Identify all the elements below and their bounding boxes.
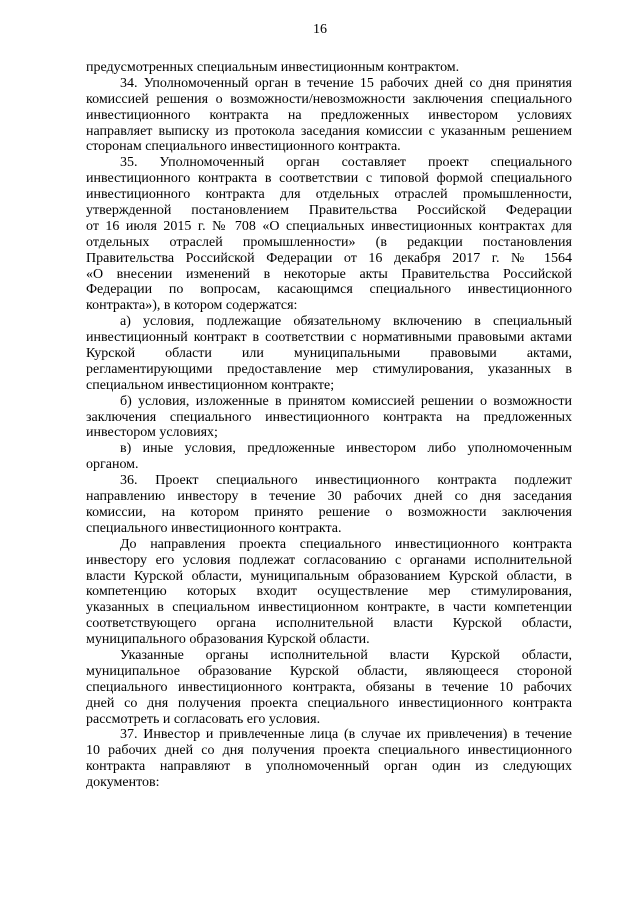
text-line: утвержденной постановлением Правительства Российской Федерации	[86, 203, 572, 219]
text-line: направляет выписку из протокола заседания комиссии с указанным решением	[86, 123, 572, 139]
document-body	[86, 60, 572, 791]
text-line: заключения специального инвестиционного контракта на предложенных	[86, 409, 572, 425]
text-line: рассмотреть и согласовать его условия.	[86, 711, 321, 727]
text-line: сторонам специального инвестиционного контракта.	[86, 139, 401, 155]
text-line: власти Курской области, муниципальным образованием Курской области, в	[86, 568, 572, 584]
text-line: а) условия, подлежащие обязательному включению в специальный	[120, 314, 572, 330]
text-line: отдельных отраслей промышленности» (в редакции постановления	[86, 234, 572, 250]
text-line: инвестиционного контракта в соответствии с типовой формой специального	[86, 171, 572, 187]
text-line: соответствующего органа исполнительной власти Курской области,	[86, 616, 572, 632]
text-line: 35. Уполномоченный орган составляет проект специального	[120, 155, 572, 171]
text-line: инвестиционный контракт в соответствии с нормативными правовыми актами	[86, 330, 572, 346]
text-line: от 16 июля 2015 г. № 708 «О специальных инвестиционных контрактах для	[86, 218, 572, 234]
text-line: Федерации по вопросам, касающимся специального инвестиционного	[86, 282, 572, 298]
text-line: в) иные условия, предложенные инвестором либо уполномоченным	[120, 441, 572, 457]
text-line: комиссии, на котором принято решение о возможности заключения	[86, 504, 572, 520]
text-line: 34. Уполномоченный орган в течение 15 рабочих дней со дня принятия	[120, 75, 572, 91]
text-line: контракта»), в котором содержатся:	[86, 298, 298, 314]
text-line: компетенцию которых входит осуществление мер стимулирования,	[86, 584, 572, 600]
text-line: дней со дня получения проекта специального инвестиционного контракта	[86, 695, 572, 711]
text-line: специального инвестиционного контракта.	[86, 520, 342, 536]
text-line: инвестором условиях;	[86, 425, 218, 441]
text-line: Правительства Российской Федерации от 16 декабря 2017 г. № 1564	[86, 250, 572, 266]
text-line: 37. Инвестор и привлеченные лица (в случае их привлечения) в течение	[120, 727, 572, 743]
text-line: документов:	[86, 775, 160, 791]
text-line: б) условия, изложенные в принятом комиссией решении о возможности	[120, 393, 572, 409]
text-line: 36. Проект специального инвестиционного контракта подлежит	[120, 473, 572, 489]
text-line: муниципального образования Курской области.	[86, 632, 370, 648]
text-line: указанных в специальном инвестиционном контракте, в части компетенции	[86, 600, 572, 616]
text-line: Указанные органы исполнительной власти Курской области,	[120, 647, 572, 663]
text-line: специального инвестиционного контракта, обязаны в течение 10 рабочих	[86, 679, 572, 695]
text-line: 10 рабочих дней со дня получения проекта специального инвестиционного	[86, 743, 572, 759]
text-line: органом.	[86, 457, 139, 473]
text-line: «О внесении изменений в некоторые акты Правительства Российской	[86, 266, 572, 282]
text-line: инвестору его условия подлежат согласованию с органами исполнительной	[86, 552, 572, 568]
page-number: 16	[313, 22, 327, 37]
text-line: контракта направляют в уполномоченный орган один из следующих	[86, 759, 572, 775]
text-line: инвестиционного контракта на предложенных инвестором условиях	[86, 107, 572, 123]
text-line: регламентирующими предоставление мер стимулирования, указанных в	[86, 361, 572, 377]
text-line: муниципальное образование Курской области, являющееся стороной	[86, 663, 572, 679]
text-line: комиссией решения о возможности/невозможности заключения специального	[86, 91, 572, 107]
text-line: специальном инвестиционном контракте;	[86, 377, 335, 393]
text-line: До направления проекта специального инвестиционного контракта	[120, 536, 572, 552]
text-line: направлению инвестору в течение 30 рабочих дней со дня заседания	[86, 489, 572, 505]
text-line: инвестиционного контракта для отдельных отраслей промышленности,	[86, 187, 572, 203]
text-line: Курской области или муниципальными правовыми актами,	[86, 346, 572, 362]
text-line: предусмотренных специальным инвестиционным контрактом.	[86, 60, 460, 75]
